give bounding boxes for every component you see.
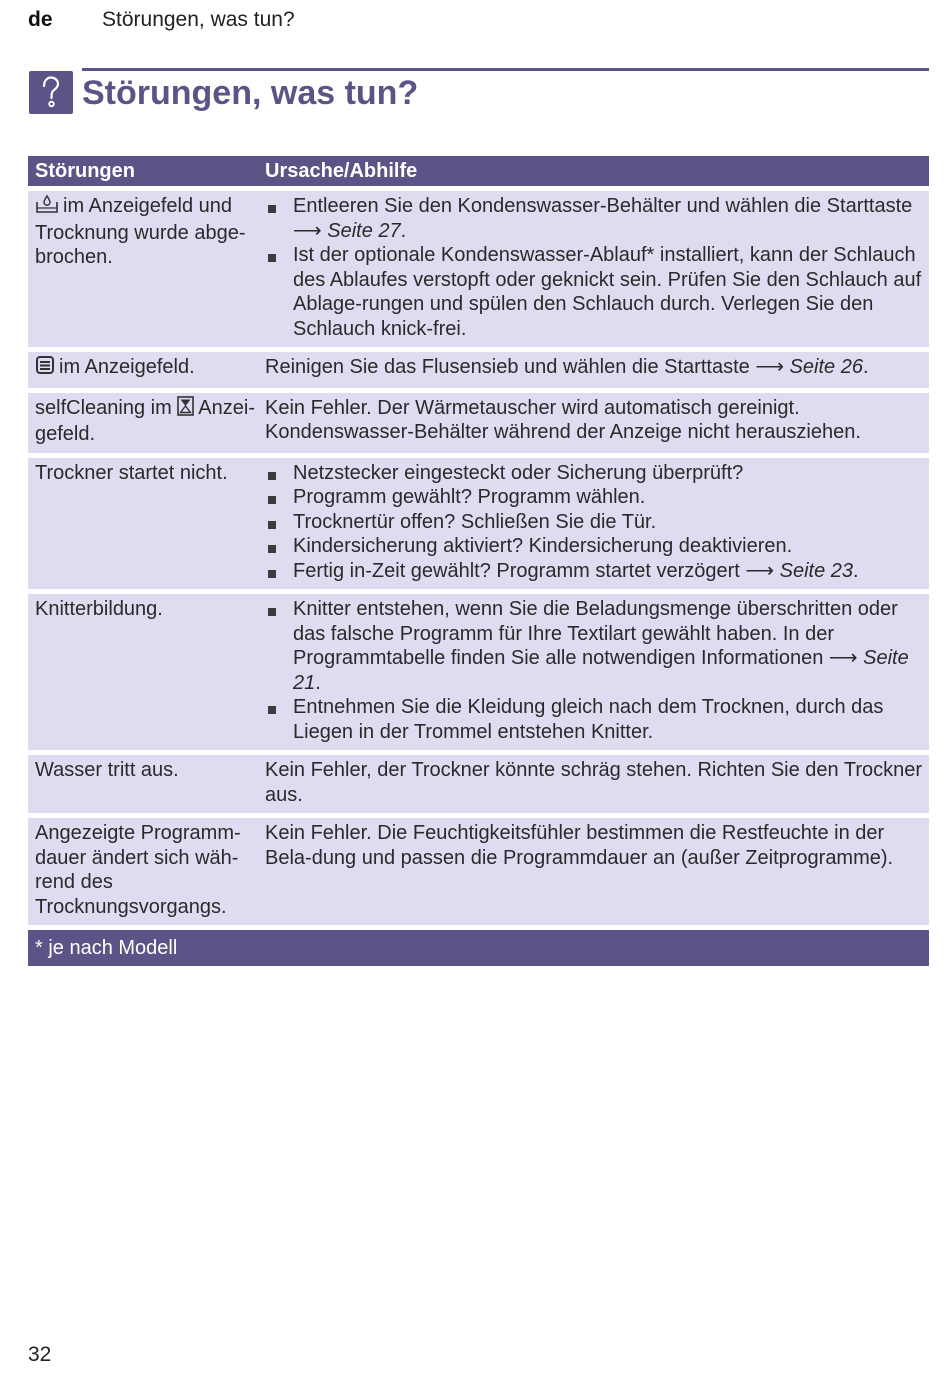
remedy-list [265, 461, 923, 584]
remedy-text: Netzstecker eingesteckt oder Sicherung überprüft? [293, 461, 744, 484]
remedy-cell [258, 352, 929, 388]
fault-cell [28, 393, 258, 453]
remedy-text: Knitter entstehen, wenn Sie die Beladungsmenge überschritten oder das falsche Programm für Ihre Textilart gewählt haben. In der Programmtabelle finden Sie alle notwendigen Informationen [293, 598, 898, 669]
reference-tail: . [400, 219, 407, 242]
fault-cell [28, 594, 258, 750]
table-row [28, 594, 929, 755]
remedy-cell [258, 818, 929, 925]
remedy-text: Entleeren Sie den Kondenswasser-Behälter und wählen die Starttaste [293, 195, 913, 217]
reference-tail: . [853, 559, 859, 582]
fault-prefix: selfCleaning im [35, 396, 172, 419]
water-container-icon [35, 194, 59, 221]
table-row [28, 191, 929, 352]
fault-cell [28, 352, 258, 388]
remedy-text: Fertig in-Zeit gewählt? Programm startet verzögert [293, 559, 740, 582]
page-reference[interactable]: Seite 27 [327, 219, 401, 242]
list-item [265, 695, 923, 744]
list-item [265, 243, 923, 341]
lint-filter-icon [35, 355, 55, 382]
reference-tail: . [315, 671, 321, 694]
table-footnote-row [28, 930, 929, 971]
fault-cell [28, 818, 258, 925]
fault-cell [28, 458, 258, 590]
list-item [265, 510, 923, 535]
title-rule [82, 68, 929, 71]
remedy-text: Entnehmen Sie die Kleidung gleich nach dem Trocknen, durch das Liegen in der Trommel entstehen Knitter. [293, 696, 884, 743]
remedy-text: Programm gewählt? Programm wählen. [293, 486, 646, 508]
question-icon [29, 71, 73, 114]
remedy-cell [258, 755, 929, 813]
fault-text: Anzei-gefeld. [35, 396, 255, 445]
fault-text: Angezeigte Programm-dauer ändert sich wäh-rend des Trocknungsvorgangs. [35, 822, 241, 918]
fault-cell [28, 191, 258, 347]
remedy-list [265, 597, 923, 744]
hourglass-icon [177, 396, 194, 423]
remedy-text: Kein Fehler. Die Feuchtigkeitsfühler bestimmen die Restfeuchte in der Bela-dung und passen die Programmdauer an (außer Zeitprogramme). [265, 822, 894, 869]
table-header-row [28, 156, 929, 191]
table-row [28, 755, 929, 818]
arrow-icon: ⟶ [828, 647, 858, 669]
table-row [28, 352, 929, 393]
remedy-list [265, 194, 923, 341]
list-item [265, 461, 923, 486]
page-title: Störungen, was tun? [82, 74, 419, 112]
remedy-text: Reinigen Sie das Flusensieb und wählen die Starttaste [265, 356, 750, 378]
fault-text: im Anzeigefeld und Trocknung wurde abge-brochen. [35, 195, 246, 268]
remedy-cell [258, 458, 929, 590]
reference-tail: . [862, 356, 869, 378]
list-item [265, 534, 923, 559]
page-reference[interactable]: Seite 21 [293, 647, 909, 694]
list-item [265, 597, 923, 695]
table-row [28, 818, 929, 930]
fault-text: Trockner startet nicht. [35, 461, 228, 484]
footnote: * je nach Modell [35, 937, 178, 959]
remedy-cell [258, 594, 929, 750]
remedy-text: Ist der optionale Kondenswasser-Ablauf* installiert, kann der Schlauch des Ablaufes verstopft oder geknickt sein. Prüfen Sie den Schlauch auf Ablage-rungen und spülen den Schlauch durch. Verlegen Sie den Schlauch knick-frei. [293, 244, 922, 340]
remedy-text: Kindersicherung aktiviert? Kindersicherung deaktivieren. [293, 535, 793, 557]
running-title: Störungen, was tun? [102, 8, 295, 31]
page-number: 32 [28, 1343, 52, 1366]
fault-text: im Anzeigefeld. [59, 356, 195, 378]
fault-text: Wasser tritt aus. [35, 759, 179, 781]
remedy-cell [258, 393, 929, 453]
column-header-faults: Störungen [35, 160, 135, 182]
page-reference[interactable]: Seite 23 [779, 559, 854, 582]
arrow-icon: ⟶ [745, 559, 775, 582]
remedy-cell [258, 191, 929, 347]
remedy-text: Trocknertür offen? Schließen Sie die Tür. [293, 510, 657, 533]
table-row [28, 393, 929, 458]
arrow-icon: ⟶ [755, 356, 784, 378]
fault-cell [28, 755, 258, 813]
remedy-text: Kein Fehler, der Trockner könnte schräg stehen. Richten Sie den Trockner aus. [265, 759, 923, 806]
table-row [28, 458, 929, 595]
fault-text: Knitterbildung. [35, 598, 163, 620]
column-header-remedy: Ursache/Abhilfe [265, 160, 418, 182]
list-item [265, 485, 923, 510]
list-item [265, 559, 923, 584]
arrow-icon: ⟶ [293, 219, 322, 242]
language-code: de [28, 8, 53, 31]
list-item [265, 194, 923, 243]
running-header [28, 8, 295, 32]
troubleshooting-table [28, 156, 929, 971]
remedy-text: Kein Fehler. Der Wärmetauscher wird automatisch gereinigt. Kondenswasser-Behälter während der Anzeige nicht herausziehen. [265, 396, 861, 443]
page-reference[interactable]: Seite 26 [789, 356, 863, 378]
